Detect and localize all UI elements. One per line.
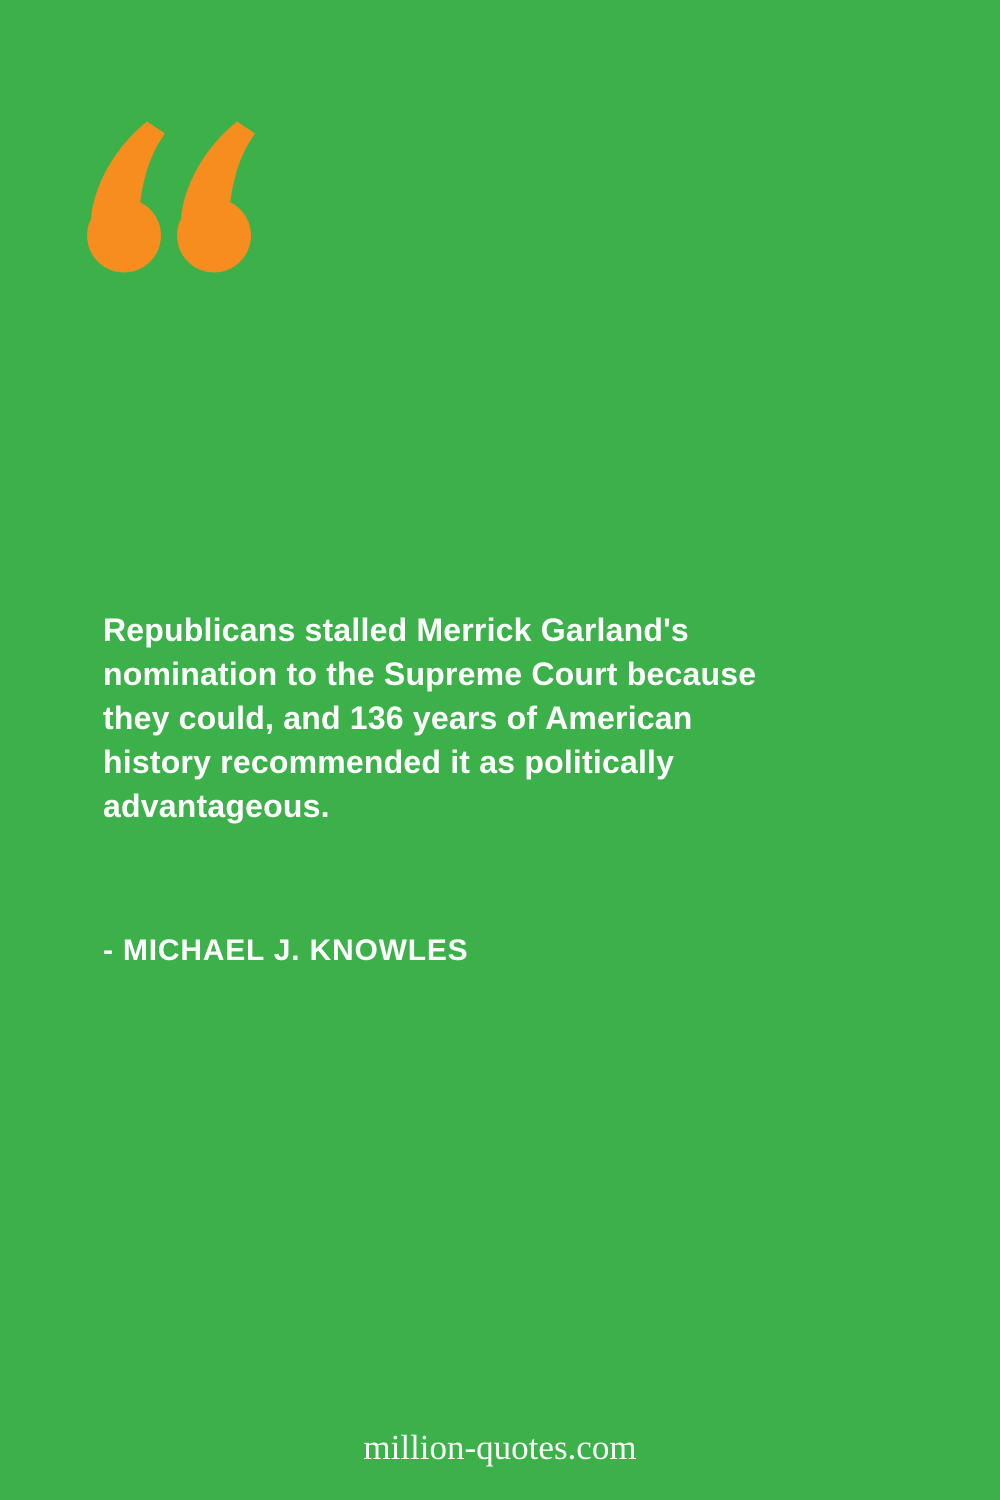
quote-text bbox=[103, 608, 823, 828]
quote-line: nomination to the Supreme Court because bbox=[103, 656, 757, 692]
quote-line: history recommended it as politically bbox=[103, 744, 675, 780]
quote-line: they could, and 136 years of American bbox=[103, 700, 693, 736]
site-label: million-quotes.com bbox=[363, 1428, 637, 1467]
quote-attribution: - MICHAEL J. KNOWLES bbox=[103, 934, 469, 967]
quote-line: Republicans stalled Merrick Garland's bbox=[103, 612, 689, 648]
opening-double-quote-icon bbox=[87, 120, 257, 275]
quote-line: advantageous. bbox=[103, 788, 330, 824]
